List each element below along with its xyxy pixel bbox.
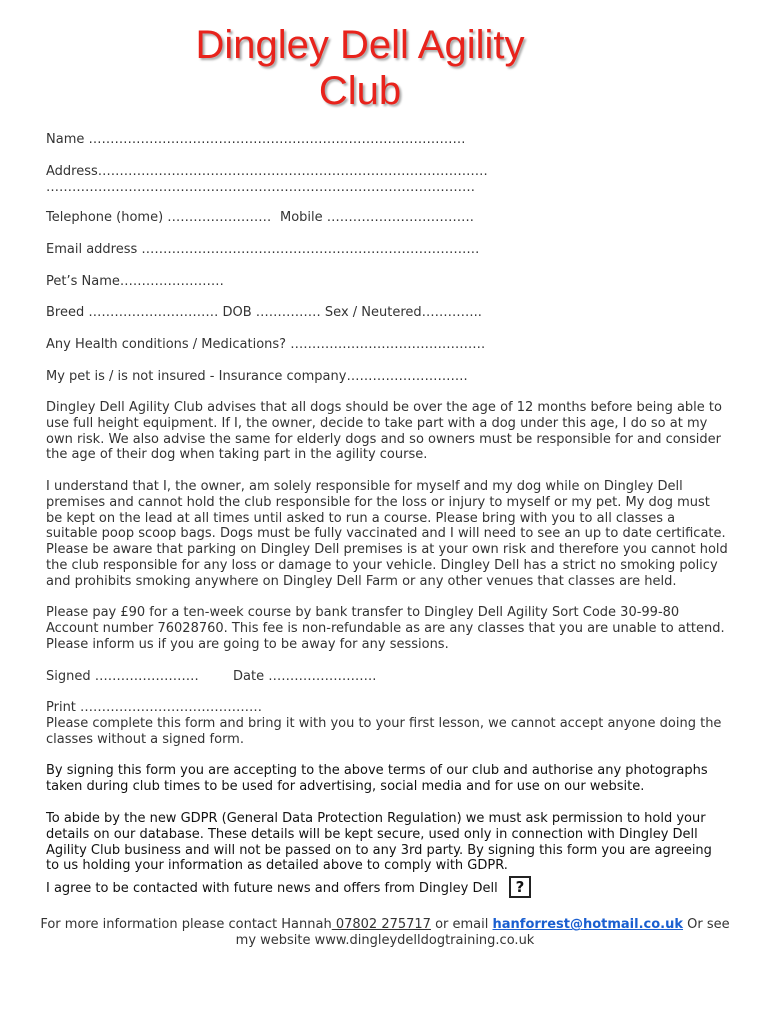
title-line-1: Dingley Dell Agility	[195, 23, 525, 67]
health-conditions-field[interactable]: Any Health conditions / Medications? ………………………………………	[46, 337, 486, 352]
agree-contact-label: I agree to be contacted with future news and offers from Dingley Dell	[46, 881, 498, 896]
address-field-line-2[interactable]: ………………………………………………………………………………………	[46, 180, 475, 195]
page-title	[0, 22, 720, 114]
footer-contact	[40, 917, 730, 949]
photo-consent-paragraph: By signing this form you are accepting to the above terms of our club and authorise any photographs taken during club times to be used for advertising, social media and for use on our website.	[46, 763, 708, 794]
gdpr-paragraph: To abide by the new GDPR (General Data Protection Regulation) we must ask permission to hold your details on our database. These details will be kept secure, used only in connection with Dingley Dell Agility Club business and will not be passed on to any 3rd party. By signing this form you are agreeing to us holding your information as detailed above to comply with GDPR.	[46, 811, 712, 874]
responsibility-paragraph: I understand that I, the owner, am solely responsible for myself and my dog while on Dingley Dell premises and cannot hold the club responsible for the loss or injury to myself or my pet. My dog must be kept on the lead at all times until asked to run a course. Please bring with you to all classes a suitable poop scoop bags. Dogs must be fully vaccinated and I will need to see an up to date certificate. Please be aware that parking on Dingley Dell premises is at your own risk and therefore you cannot hold the club responsible for any loss or damage to your vehicle. Dingley Dell has a strict no smoking policy and prohibits smoking anywhere on Dingley Dell Farm or any other venues that classes are held.	[46, 479, 728, 589]
payment-paragraph: Please pay £90 for a ten-week course by bank transfer to Dingley Dell Agility Sort Code 30-99-80 Account number 76028760. This fee is non-refundable as are any classes that you are unable to attend. Please inform us if you are going to be away for any sessions.	[46, 605, 725, 652]
age-advice-paragraph: Dingley Dell Agility Club advises that all dogs should be over the age of 12 months before being able to use full height equipment. If I, the owner, decide to take part with a dog under this age, I do so at my own risk. We also advise the same for elderly dogs and so owners must be responsible for and consider the age of their dog when taking part in the agility course.	[46, 400, 722, 463]
footer-phone: 07802 275717	[331, 917, 431, 932]
footer-or-email: or email	[430, 917, 493, 932]
telephone-home-field[interactable]: Telephone (home) ……………………	[46, 210, 272, 225]
breed-dob-sex-field[interactable]: Breed ………………………… DOB …………… Sex / Neutered…………..	[46, 305, 482, 320]
footer-website: my website www.dingleydelldogtraining.co.uk	[235, 933, 535, 948]
completion-paragraph: Please complete this form and bring it with you to your first lesson, we cannot accept anyone doing the classes without a signed form.	[46, 716, 722, 747]
print-name-field[interactable]: Print ……………………………………	[46, 700, 263, 715]
insurance-field[interactable]: My pet is / is not insured - Insurance company……………………….	[46, 369, 468, 384]
address-field-line-1[interactable]: Address………………………………………………………………………………	[46, 164, 488, 179]
pet-name-field[interactable]: Pet’s Name……………………	[46, 274, 224, 289]
title-line-2: Club	[318, 69, 402, 113]
date-field[interactable]: Date …………………….	[233, 669, 377, 684]
name-field[interactable]: Name ……………………………………………………………………………	[46, 132, 466, 147]
signed-field[interactable]: Signed ……………………	[46, 669, 199, 684]
footer-or-see: Or see	[683, 917, 730, 932]
footer-email-link[interactable]: hanforrest@hotmail.co.uk	[492, 917, 684, 932]
mobile-field[interactable]: Mobile …………………………….	[280, 210, 474, 225]
email-field[interactable]: Email address ……………………………………………………………………	[46, 242, 480, 257]
agree-contact-checkbox[interactable]: ?	[509, 876, 531, 898]
footer-contact-text: For more information please contact Hannah	[40, 917, 332, 932]
